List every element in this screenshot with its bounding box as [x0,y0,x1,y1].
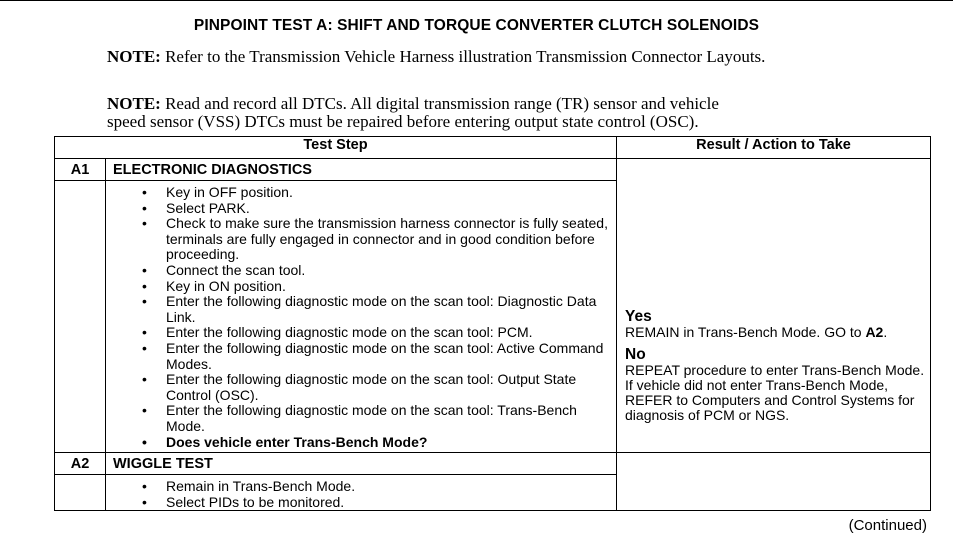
list-item: • Enter the following diagnostic mode on the scan tool: Active Command Modes. [166,341,616,372]
list-item: • Key in ON position. [166,279,616,295]
list-item: • Enter the following diagnostic mode on the scan tool: Diagnostic Data Link. [166,294,616,325]
step-a2-result [617,453,931,511]
step-a1-list [106,181,616,450]
list-item: • Enter the following diagnostic mode on the scan tool: Output State Control (OSC). [166,372,616,403]
note-2-line2: speed sensor (VSS) DTCs must be repaired before entering output state control (OSC). [107,112,699,131]
step-a1-title-row [55,159,931,181]
result-yes-label: Yes [625,308,652,325]
step-a1-result [617,159,931,453]
step-a2-id: A2 [55,453,106,475]
list-item: • Enter the following diagnostic mode on the scan tool: PCM. [166,325,616,341]
note-2-label: NOTE: [107,94,161,113]
step-a2-body [106,475,617,511]
step-a2-list [106,475,616,510]
header-test-step: Test Step [55,137,617,159]
step-a2-id-spacer [55,475,106,511]
table-header-row [55,137,931,159]
note-1-label: NOTE: [107,47,161,66]
list-item: • Select PARK. [166,201,616,217]
list-item: • Key in OFF position. [166,185,616,201]
list-item: • Select PIDs to be monitored. [166,495,616,511]
step-a2-title-row [55,453,931,475]
page-title: PINPOINT TEST A: SHIFT AND TORQUE CONVERTER CLUTCH SOLENOIDS [193,17,760,34]
list-item: • Connect the scan tool. [166,263,616,279]
top-rule [0,0,953,1]
list-item: • Enter the following diagnostic mode on the scan tool: Trans-Bench Mode. [166,403,616,434]
result-yes-action: REMAIN in Trans-Bench Mode. GO to [625,324,866,340]
note-1-text: Refer to the Transmission Vehicle Harness illustration Transmission Connector Layouts. [165,47,766,66]
list-item: • Remain in Trans-Bench Mode. [166,479,616,495]
result-no-label: No [625,346,646,363]
result-no-text: REPEAT procedure to enter Trans-Bench Mode. If vehicle did not enter Trans-Bench Mode, REFER to Computers and Control Systems for diagnosis of PCM or NGS. [625,362,925,423]
step-a2-title: WIGGLE TEST [106,453,617,475]
result-yes-end: . [883,324,888,340]
step-a1-id: A1 [55,159,106,181]
result-yes-goto: A2 [865,324,884,340]
pinpoint-test-table [54,136,931,511]
step-a1-body [106,181,617,453]
step-a1-id-spacer [55,181,106,453]
note-2 [107,95,719,112]
step-a1-title: ELECTRONIC DIAGNOSTICS [106,159,617,181]
note-2-text-line1: Read and record all DTCs. All digital transmission range (TR) sensor and vehicle [165,94,719,113]
list-item: • Check to make sure the transmission harness connector is fully seated, terminals are fully engaged in connector and in good condition before proceeding. [166,216,616,263]
result-yes-text [625,325,930,340]
header-result-action: Result / Action to Take [617,137,931,159]
step-a1-question: • Does vehicle enter Trans-Bench Mode? [166,435,616,451]
note-1 [107,48,765,65]
continued-label: (Continued) [848,517,927,534]
